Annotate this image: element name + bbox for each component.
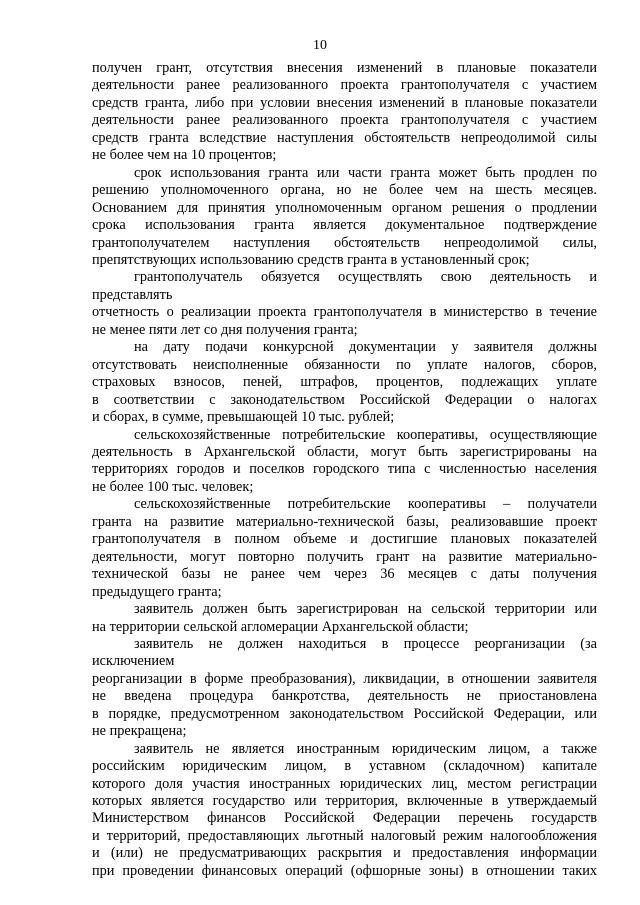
text-line: в порядке, предусмотренном законодательством Российской Федерации, или <box>92 705 597 722</box>
text-line: срок использования гранта или части гранта может быть продлен по <box>134 164 597 181</box>
page-number: 10 <box>313 38 327 53</box>
text-line: средств гранта вследствие наступления обстоятельств непреодолимой силы <box>92 129 597 146</box>
text-line: не более 100 тыс. человек; <box>92 478 254 495</box>
text-line: реорганизации в форме преобразования), ликвидации, в отношении заявителя <box>92 670 597 687</box>
text-line: не менее пяти лет со дня получения гранта; <box>92 321 358 338</box>
text-line: грантополучатель обязуется осуществлять свою деятельность и представлять <box>92 269 597 303</box>
text-line: заявитель должен быть зарегистрирован на сельской территории или <box>134 601 597 618</box>
text-line: деятельность в Архангельской области, могут быть зарегистрированы на <box>92 443 597 460</box>
text-line: гранта на развитие материально-технической базы, реализовавшие проект <box>92 513 597 530</box>
text-line: препятствующих использованию средств гранта в установленный срок; <box>92 251 530 268</box>
text-line: на территории сельской агломерации Архангельской области; <box>92 618 469 635</box>
text-line: страховых взносов, пеней, штрафов, процентов, подлежащих уплате <box>92 374 597 391</box>
text-line: и территорий, предоставляющих льготный налоговый режим налогообложения <box>92 827 597 844</box>
paragraph <box>92 339 597 426</box>
paragraph <box>92 60 597 165</box>
text-line: в соответствии с законодательством Российской Федерации о налогах <box>92 391 597 408</box>
paragraph <box>92 636 597 741</box>
text-line: сельскохозяйственные потребительские кооперативы – получатели <box>134 496 597 513</box>
text-line: и сборах, в сумме, превышающей 10 тыс. рублей; <box>92 409 395 426</box>
text-line: Основанием для принятия уполномоченным органом решения о продлении <box>92 199 597 216</box>
text-line: не прекращена; <box>92 723 187 740</box>
text-line: средств гранта, либо при условии внесения изменений в плановые показатели <box>92 94 597 111</box>
text-line: технической базы не ранее чем через 36 месяцев с даты получения <box>92 566 597 583</box>
text-line: деятельности, могут повторно получить грант на развитие материально- <box>92 548 597 565</box>
paragraph <box>92 269 597 339</box>
text-line: российским юридическим лицом, в уставном (складочном) капитале <box>92 758 597 775</box>
text-line: Министерством финансов Российской Федерации перечень государств <box>92 810 597 827</box>
text-line: отчетность о реализации проекта грантополучателя в министерство в течение <box>92 304 597 321</box>
text-line: срока использования гранта является документальное подтверждение <box>92 217 597 234</box>
text-line: сельскохозяйственные потребительские кооперативы, осуществляющие <box>134 426 597 443</box>
text-line: заявитель не является иностранным юридическим лицом, а также <box>134 740 597 757</box>
text-line: решению уполномоченного органа, но не более чем на шесть месяцев. <box>92 182 597 199</box>
paragraph <box>92 741 597 881</box>
document-body <box>92 60 597 880</box>
text-line: получен грант, отсутствия внесения изменений в плановые показатели <box>92 60 597 76</box>
text-line: и (или) не предусматривающих раскрытия и предоставления информации <box>92 845 597 862</box>
paragraph <box>92 496 597 601</box>
text-line: деятельности ранее реализованного проекта грантополучателя с участием <box>92 77 597 94</box>
text-line: при проведении финансовых операций (офшорные зоны) в отношении таких <box>92 862 597 879</box>
text-line: отсутствовать неисполненные обязанности по уплате налогов, сборов, <box>92 356 597 373</box>
text-line: которого доля участия иностранных юридических лиц, местом регистрации <box>92 775 597 792</box>
paragraph <box>92 601 597 636</box>
text-line: не введена процедура банкротства, деятельность не приостановлена <box>92 688 597 705</box>
text-line: на дату подачи конкурсной документации у заявителя должны <box>134 339 597 356</box>
text-line: территориях городов и поселков городского типа с численностью населения <box>92 461 597 478</box>
text-line: грантополучателя в полном объеме и достигшие плановых показателей <box>92 531 597 548</box>
text-line: грантополучателем наступления обстоятельств непреодолимой силы, <box>92 234 597 251</box>
text-line: заявитель не должен находиться в процессе реорганизации (за исключением <box>92 635 597 670</box>
paragraph <box>92 427 597 497</box>
text-line: не более чем на 10 процентов; <box>92 147 277 164</box>
text-line: деятельности ранее реализованного проекта грантополучателя с участием <box>92 112 597 129</box>
text-line: которых является государство или территория, включенные в утверждаемый <box>92 793 597 810</box>
text-line: предыдущего гранта; <box>92 583 222 600</box>
paragraph <box>92 165 597 270</box>
